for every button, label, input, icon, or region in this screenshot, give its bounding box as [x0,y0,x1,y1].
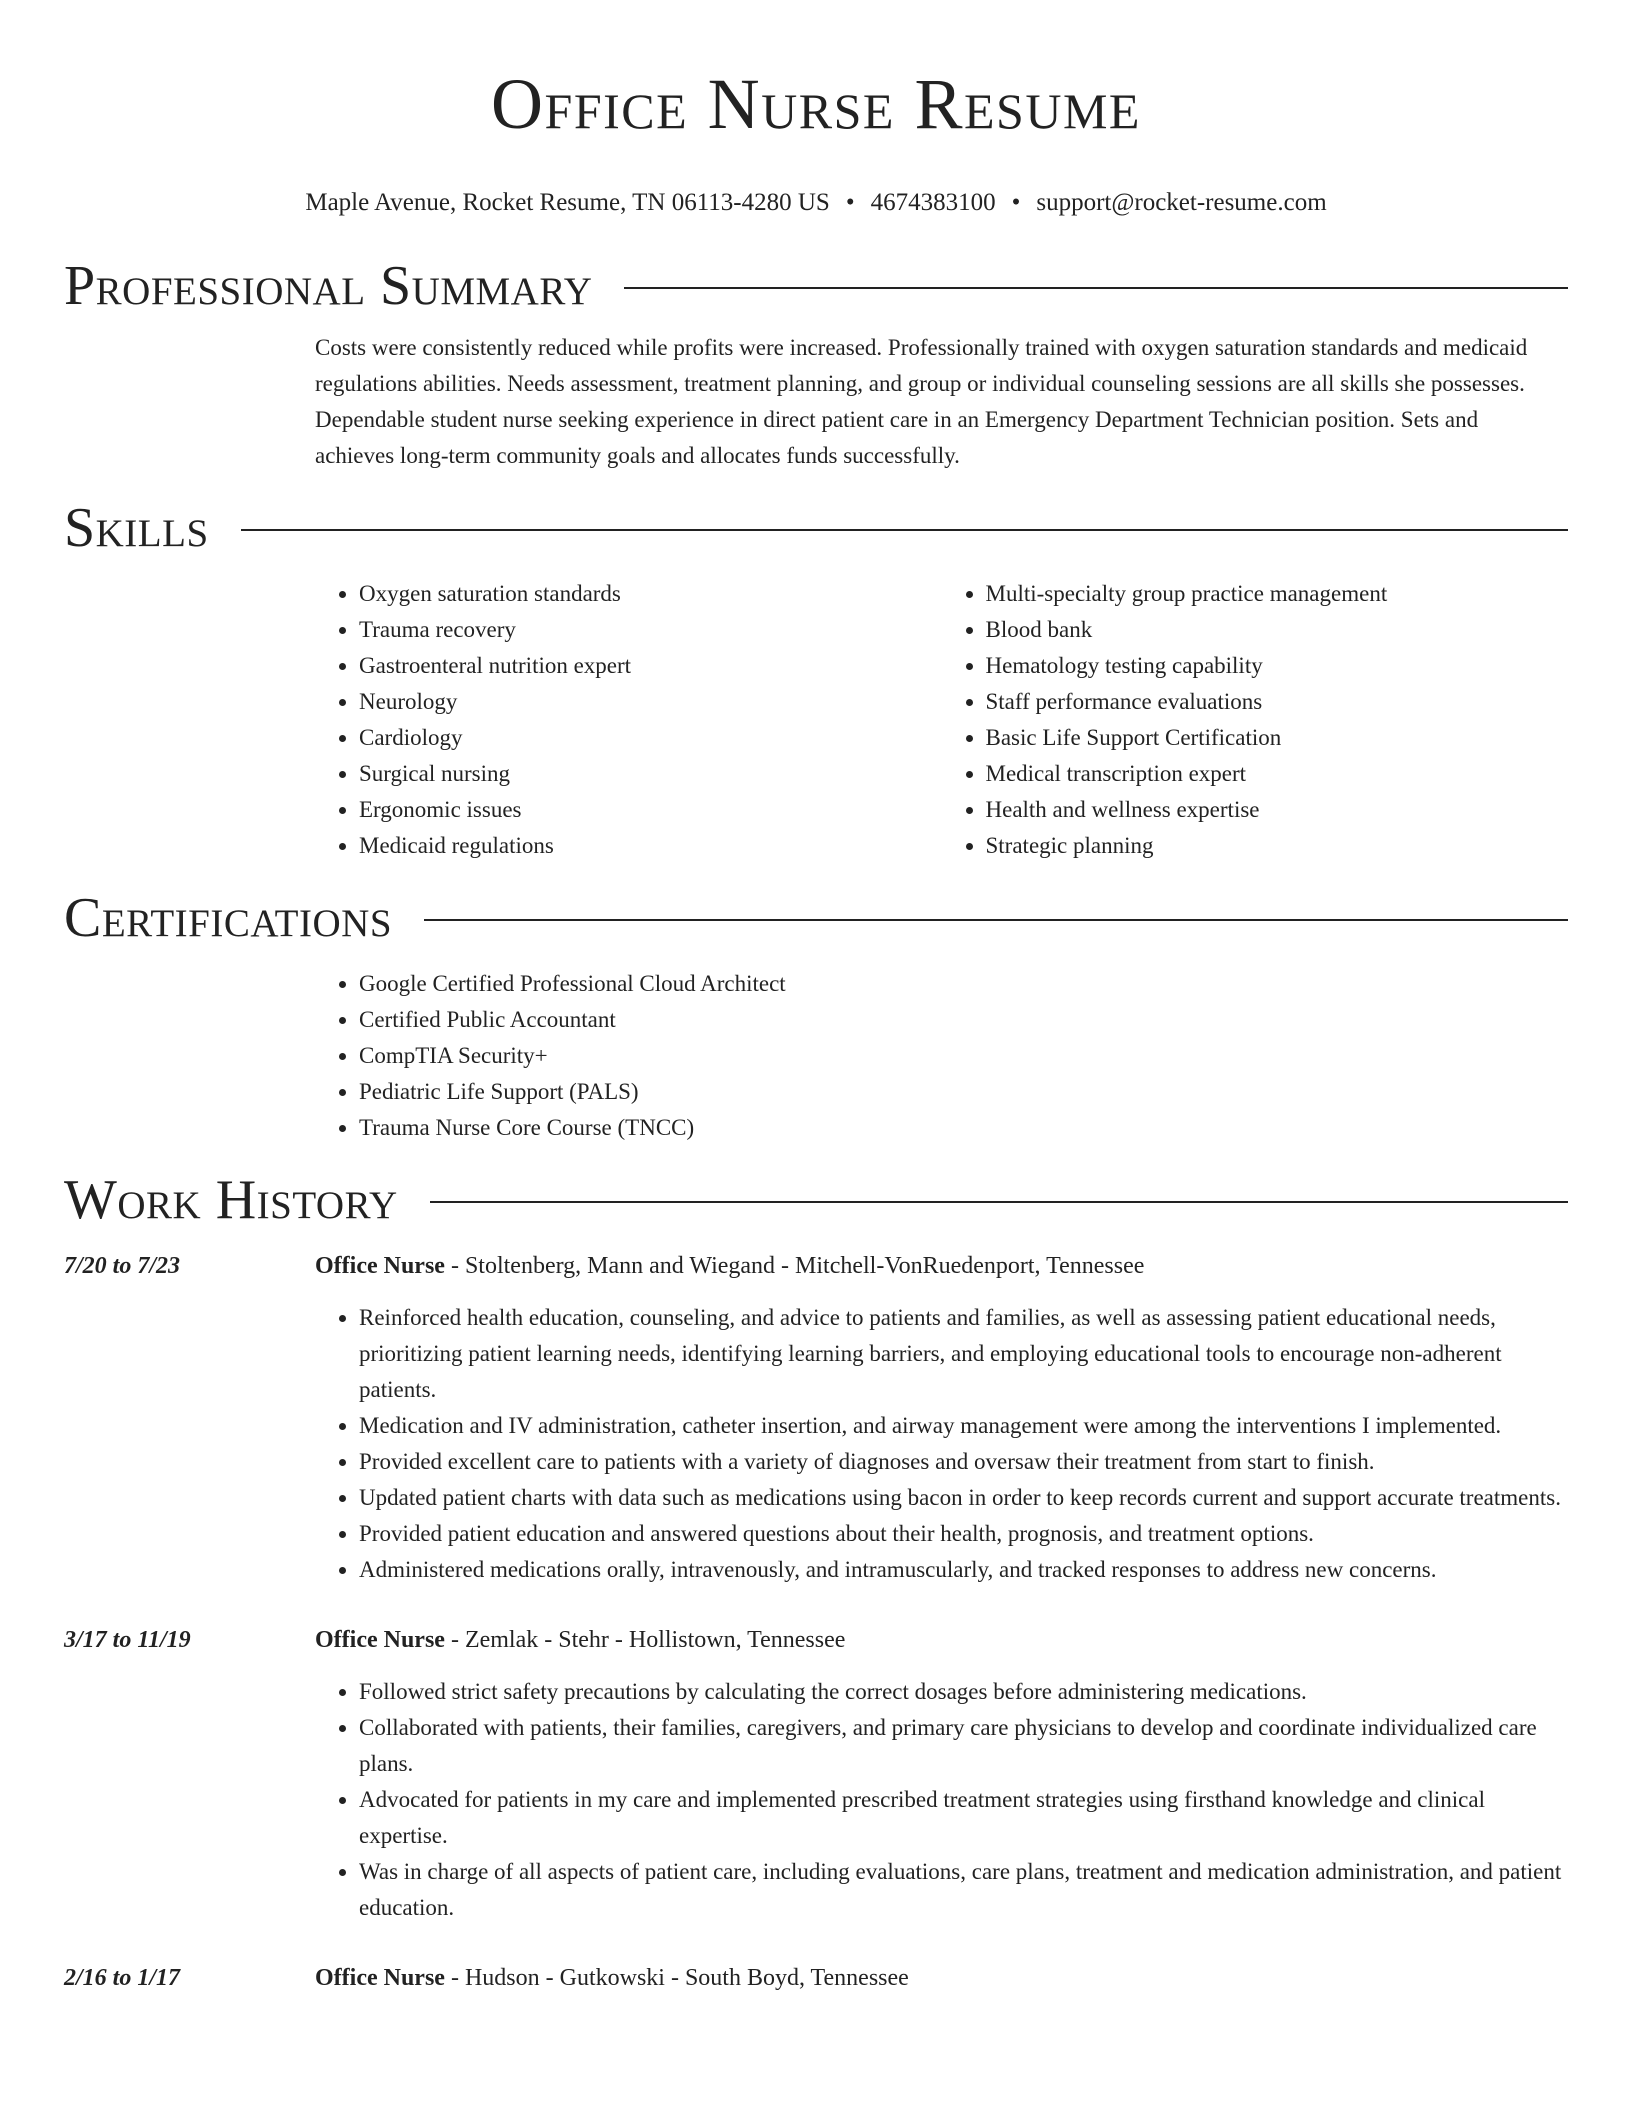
job-bullet: • Reinforced health education, counseling, and advice to patients and families, as well as assessing patient educational needs, prioritizing patient learning needs, identifying learning barriers, and employing educational tools to encourage non-adherent patients. [359,1300,1568,1408]
certification-item: • Google Certified Professional Cloud Architect [359,966,1568,1002]
skill-item: • Medicaid regulations [359,828,942,864]
section-divider [624,287,1568,289]
job-employer: - Hudson - Gutkowski - South Boyd, Tennessee [444,1965,909,1991]
certification-item: • Certified Public Accountant [359,1002,1568,1038]
job-bullet: • Provided excellent care to patients with a variety of diagnoses and oversaw their treatment from start to finish. [359,1444,1568,1480]
job-title: Office Nurse [315,1965,445,1991]
contact-phone: 4674383100 [870,189,996,216]
skill-item: • Basic Life Support Certification [986,720,1569,756]
skill-item: • Trauma recovery [359,612,942,648]
certifications-list [315,966,1568,1146]
job-bullet: • Advocated for patients in my care and implemented prescribed treatment strategies using firsthand knowledge and clinical expertise. [359,1782,1568,1854]
job-bullet: • Followed strict safety precautions by calculating the correct dosages before administering medications. [359,1674,1568,1710]
job-dates: 7/20 to 7/23 [64,1253,181,1279]
job-bullet: • Provided patient education and answered questions about their health, prognosis, and treatment options. [359,1516,1568,1552]
job-entry [64,1248,1568,1588]
certification-item: • Trauma Nurse Core Course (TNCC) [359,1110,1568,1146]
job-bullet: • Was in charge of all aspects of patient care, including evaluations, care plans, treatment and medication administration, and patient education. [359,1854,1568,1926]
job-bullets [315,1674,1568,1926]
job-dates: 3/17 to 11/19 [64,1627,191,1653]
skill-item: • Gastroenteral nutrition expert [359,648,942,684]
summary-text: Costs were consistently reduced while profits were increased. Professionally trained with oxygen saturation standards and medicaid regulations abilities. Needs assessment, treatment planning, and group or individual counseling sessions are all skills she possesses. Dependable student nurse seeking experience in direct patient care in an Emergency Department Technician position. Sets and achieves long-term community goals and allocates funds successfully. [315,335,1528,468]
job-title: Office Nurse [315,1253,445,1279]
skill-item: • Cardiology [359,720,942,756]
skill-item: • Medical transcription expert [986,756,1569,792]
job-bullet: • Administered medications orally, intravenously, and intramuscularly, and tracked responses to address new concerns. [359,1552,1568,1588]
contact-address: Maple Avenue, Rocket Resume, TN 06113-4280 US [305,189,830,216]
section-divider [241,529,1568,531]
skill-item: • Oxygen saturation standards [359,576,942,612]
skill-item: • Neurology [359,684,942,720]
job-employer: - Stoltenberg, Mann and Wiegand - Mitchell-VonRuedenport, Tennessee [444,1253,1145,1279]
section-header-skills [64,496,1568,560]
job-bullets [315,1300,1568,1588]
skills-list [315,576,1568,864]
skill-item: • Ergonomic issues [359,792,942,828]
certification-item: • CompTIA Security+ [359,1038,1568,1074]
skills-column-left [315,576,942,864]
skill-item: • Surgical nursing [359,756,942,792]
contact-line [64,188,1568,218]
job-heading [315,1248,1568,1284]
section-divider [424,919,1568,921]
job-title: Office Nurse [315,1627,445,1653]
job-dates: 2/16 to 1/17 [64,1965,181,1991]
job-bullet: • Medication and IV administration, catheter insertion, and airway management were among the interventions I implemented. [359,1408,1568,1444]
job-bullet: • Collaborated with patients, their families, caregivers, and primary care physicians to develop and coordinate individualized care plans. [359,1710,1568,1782]
skill-item: • Staff performance evaluations [986,684,1569,720]
job-entry [64,1960,1568,1996]
section-header-certifications [64,886,1568,950]
contact-separator: • [845,189,855,216]
skill-item: • Blood bank [986,612,1569,648]
section-title-work-history: Work History [64,1169,398,1231]
section-title-certifications: Certifications [64,887,393,949]
job-entry [64,1622,1568,1926]
section-title-summary: Professional Summary [64,255,593,317]
skill-item: • Hematology testing capability [986,648,1569,684]
certification-item: • Pediatric Life Support (PALS) [359,1074,1568,1110]
skill-item: • Strategic planning [986,828,1569,864]
skill-item: • Health and wellness expertise [986,792,1569,828]
skill-item: • Multi-specialty group practice management [986,576,1569,612]
section-header-summary [64,254,1568,318]
skills-column-right [942,576,1569,864]
contact-separator: • [1011,189,1021,216]
job-heading [315,1960,1568,1996]
job-heading [315,1622,1568,1658]
job-employer: - Zemlak - Stehr - Hollistown, Tennessee [444,1627,846,1653]
contact-email: support@rocket-resume.com [1036,189,1327,216]
section-title-skills: Skills [64,497,209,559]
job-bullet: • Updated patient charts with data such as medications using bacon in order to keep records current and support accurate treatments. [359,1480,1568,1516]
section-header-work-history [64,1168,1568,1232]
page-title: Office Nurse Resume [491,64,1141,144]
section-divider [430,1201,1568,1203]
